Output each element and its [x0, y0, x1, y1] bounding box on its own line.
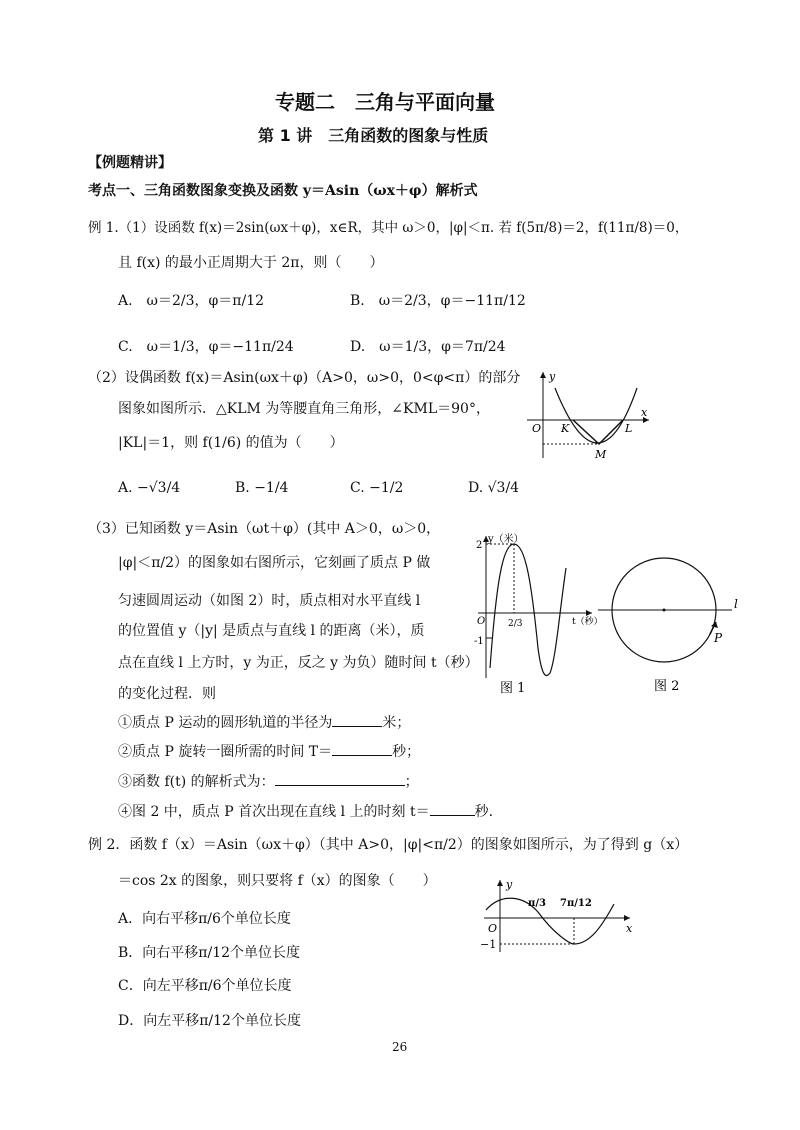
ex2-x-label: x	[626, 922, 633, 935]
ex2-option-a: A．向右平移π/6个单位长度	[118, 911, 291, 927]
ex1-p3-line3: 匀速圆周运动（如图 2）时，质点相对水平直线 l	[118, 593, 421, 609]
ex1-p2-option-b: B. −1/4	[235, 480, 289, 496]
fig1-tick-2-3: 2/3	[508, 619, 523, 629]
ex2-y-label: y	[506, 878, 513, 891]
klm-x-label: x	[641, 406, 648, 419]
ex2-option-b: B．向右平移π/12个单位长度	[118, 945, 301, 961]
ex1-q1: ①质点 P 运动的圆形轨道的半径为 米；	[118, 715, 411, 731]
fig2-caption: 图 2	[654, 679, 680, 694]
ex1-p3-line2: |φ|＜π/2）的图象如右图所示，它刻画了质点 P 做	[118, 555, 431, 571]
fig2-p-label: P	[714, 631, 723, 645]
ex2-line2: ＝cos 2x 的图象，则只要将 f（x）的图象（ ）	[118, 873, 437, 889]
ex1-p1-option-b: B. ω＝2/3，φ＝−11π/12	[350, 293, 526, 309]
page-number: 26	[392, 1040, 408, 1054]
klm-k-label: K	[561, 422, 570, 435]
fig1-tick-2: 2	[476, 540, 483, 551]
ex1-p2-line3: |KL|＝1，则 f(1/6) 的值为（ ）	[118, 435, 344, 451]
ex1-p2-line2: 图象如图所示．△KLM 为等腰直角三角形，∠KML＝90°，	[118, 401, 490, 417]
ex1-p3-line4: 的位置值 y（|y| 是质点与直线 l 的距离（米），质	[118, 623, 425, 639]
figure-1-graph	[468, 528, 608, 698]
ex1-q4: ④图 2 中，质点 P 首次出现在直线 l 上的时刻 t＝ 秒.	[118, 804, 494, 820]
q3-blank[interactable]	[275, 785, 405, 786]
q4-blank[interactable]	[430, 815, 475, 816]
fig1-t-label: t（秒）	[572, 617, 603, 627]
fig1-y-label: y（米）	[488, 534, 524, 545]
ex1-p1-stem-line1: 例 1.（1）设函数 f(x)＝2sin(ωx＋φ)，x∈R，其中 ω＞0，|φ|＜π. 若 f(5π/8)＝2，f(11π/8)＝0，	[88, 220, 689, 236]
ex2-line1: 例 2．函数 f（x）＝Asin（ωx＋φ）（其中 A>0，|φ|<π/2）的图象如图所示，为了得到 g（x）	[88, 837, 689, 853]
fig2-l-label: l	[734, 597, 738, 611]
klm-graph-figure	[515, 368, 655, 464]
klm-m-label: M	[595, 448, 607, 461]
section-label: 【例题精讲】	[88, 155, 172, 171]
ex1-p1-option-c: C. ω＝1/3，φ＝−11π/24	[118, 339, 294, 355]
ex1-p1-option-d: D. ω＝1/3，φ＝7π/24	[350, 339, 506, 355]
ex2-option-d: D．向左平移π/12个单位长度	[118, 1013, 301, 1029]
ex1-p3-line1: （3）已知函数 y＝Asin（ωt＋φ）(其中 A＞0，ω＞0，	[88, 521, 441, 537]
fig1-caption: 图 1	[500, 681, 526, 696]
ex1-p2-line1: （2）设偶函数 f(x)＝Asin(ωx＋φ)（A>0，ω>0，0<φ<π）的部分	[88, 370, 521, 386]
ex1-p1-stem-line2: 且 f(x) 的最小正周期大于 2π，则（ ）	[118, 255, 384, 271]
ex1-p3-line6: 的变化过程．则	[118, 686, 216, 702]
ex1-q2: ②质点 P 旋转一圈所需的时间 T＝ 秒；	[118, 744, 421, 760]
lesson-subtitle: 第 1 讲 三角函数的图象与性质	[258, 126, 489, 145]
klm-origin-label: O	[532, 422, 542, 435]
klm-l-label: L	[625, 422, 633, 435]
q2-blank[interactable]	[332, 755, 392, 756]
ex1-p2-option-c: C. −1/2	[350, 480, 404, 496]
figure-2-circle	[592, 538, 752, 698]
ex1-q3: ③函数 f(t) 的解析式为： ；	[118, 774, 419, 790]
fig1-tick-neg1: -1	[474, 636, 484, 647]
ex2-neg1: −1	[480, 938, 497, 951]
page-title: 专题二 三角与平面向量	[275, 90, 495, 114]
ex1-p3-line5: 点在直线 l 上方时，y 为正，反之 y 为负）随时间 t（秒）	[118, 655, 479, 671]
klm-y-label: y	[549, 370, 556, 383]
q1-blank[interactable]	[332, 726, 382, 727]
ex2-pi-3: π/3	[528, 898, 546, 909]
ex1-p2-option-a: A. −√3/4	[118, 480, 181, 496]
fig1-origin: O	[477, 616, 486, 627]
ex2-7pi-12: 7π/12	[560, 898, 592, 909]
ex2-option-c: C．向左平移π/6个单位长度	[118, 978, 292, 994]
ex1-p1-option-a: A. ω＝2/3，φ＝π/12	[118, 293, 265, 309]
topic-heading: 考点一、三角函数图象变换及函数 y＝Asin（ωx＋φ）解析式	[88, 183, 478, 199]
ex2-origin: O	[488, 922, 498, 935]
ex1-p2-option-d: D. √3/4	[468, 480, 520, 496]
ex2-graph-figure	[478, 876, 638, 956]
